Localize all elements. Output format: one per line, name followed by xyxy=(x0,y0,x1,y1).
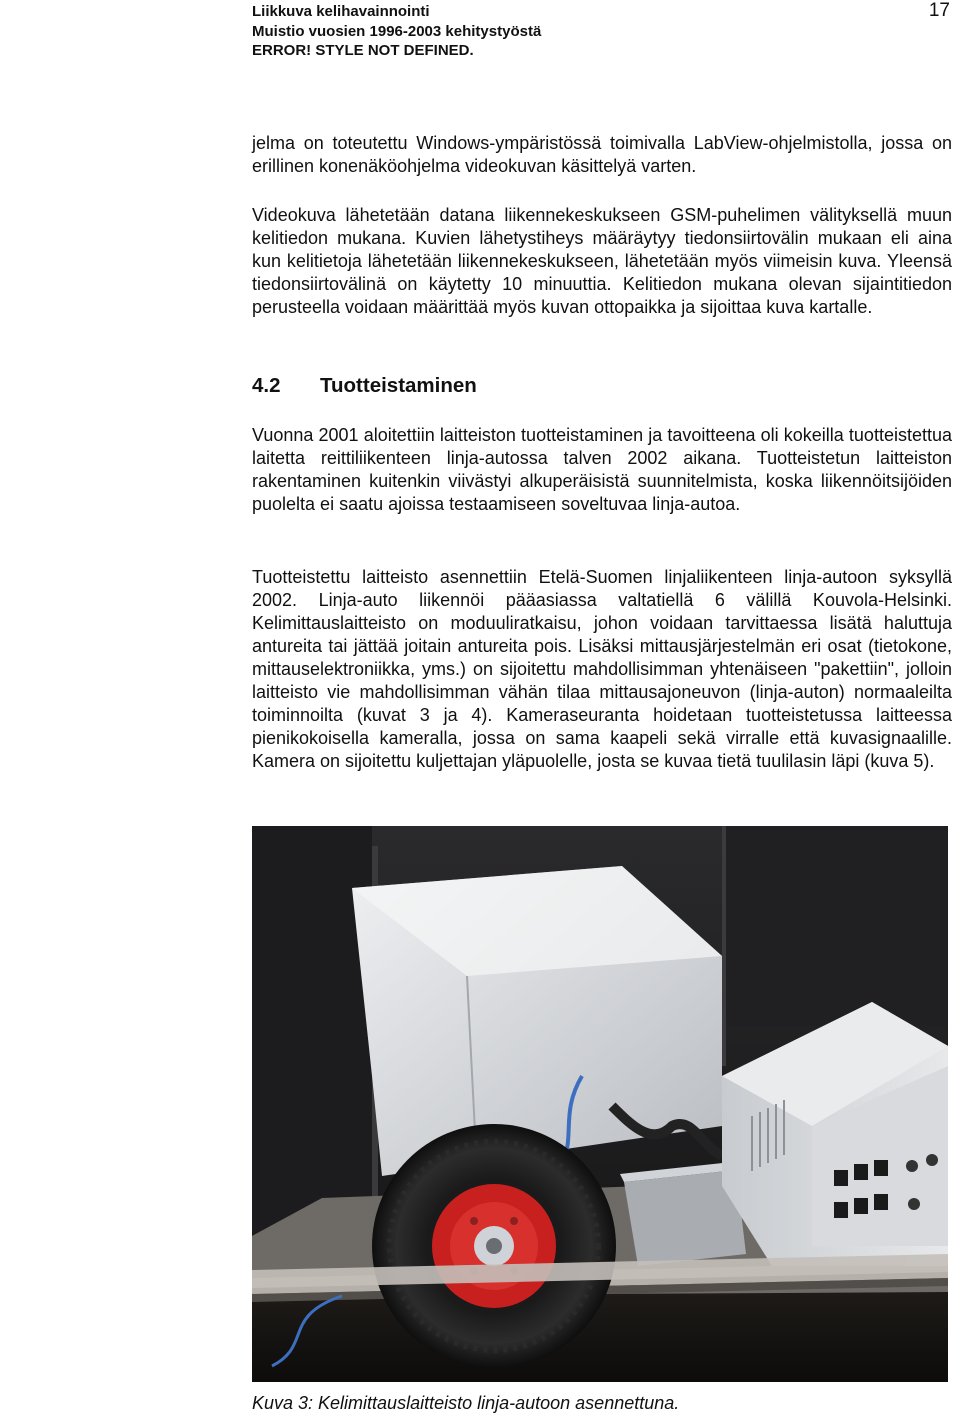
running-header xyxy=(252,2,952,61)
equipment-photo xyxy=(252,826,948,1382)
paragraph-4-block xyxy=(252,566,952,773)
header-title: Liikkuva kelihavainnointi xyxy=(252,3,430,20)
paragraph-4: Tuotteistettu laitteisto asennettiin Etelä-Suomen linjaliikenteen linja-autoon syksyllä 2002. Linja-auto liikennöi pääasiassa valtatiellä 6 välillä Kouvola-Helsinki. Kelimittauslaitteisto on moduuliratkaisu, johon voidaan tarvittaessa lisätä haluttuja antureita tai jättää joitain antureita pois. Lisäksi mittausjärjestelmän eri osat (tietokone, mittauselektroniikka, yms.) on sijoitettu mahdollisimman yhtenäiseen "pakettiin", jolloin laitteisto vie mahdollisimman vähän tilaa mittausajoneuvon (linja-auton) normaaleilta toiminnoilta (kuvat 3 ja 4). Kameraseuranta hoidetaan tuotteistetussa laitteessa pienikokoisella kameralla, jossa on sama kaapeli sekä virralle että kuvasignaalille. Kamera on sijoitettu kuljettajan yläpuolelle, josta se kuvaa tietä tuulilasin läpi (kuva 5). xyxy=(252,567,952,771)
section-number: 4.2 xyxy=(252,374,281,397)
figure-caption: Kuva 3: Kelimittauslaitteisto linja-autoon asennettuna. xyxy=(252,1393,680,1413)
wheel xyxy=(372,1124,616,1368)
paragraph-3-block xyxy=(252,424,952,516)
paragraph-2: Videokuva lähetetään datana liikennekeskukseen GSM-puhelimen välityksellä muun kelitiedon mukana. Kuvien lähetystiheys määräytyy tiedonsiirtovälin mukaan eli aina kun kelitietoja lähetetään liikennekeskukseen, lähetetään myös viimeisin kuva. Yleensä tiedonsiirtovälinä on käytetty 10 minuuttia. Kelitiedon mukana olevan sijaintitiedon perusteella voidaan määrittää myös kuvan ottopaikka ja sijoittaa kuva kartalle. xyxy=(252,205,952,317)
paragraph-1-block xyxy=(252,132,952,178)
page-number: 17 xyxy=(928,0,950,21)
paragraph-3: Vuonna 2001 aloitettiin laitteiston tuotteistaminen ja tavoitteena oli kokeilla tuotteistettua laitetta reittiliikenteen linja-autossa talven 2002 aikana. Tuotteistetun laitteiston rakentaminen kuitenkin viivästyi alkuperäisistä suunnitelmista, koska liikennöitsijöiden puolelta ei saatu ajoissa testaamiseen soveltuvaa linja-autoa. xyxy=(252,425,952,514)
wall-edge xyxy=(722,826,726,1066)
right-wall-panel xyxy=(722,826,948,1026)
section-title: Tuotteistaminen xyxy=(320,374,477,397)
header-style-error: ERROR! STYLE NOT DEFINED. xyxy=(252,42,474,59)
paragraph-1: jelma on toteutettu Windows-ympäristössä toimivalla LabView-ohjelmistolla, jossa on erillinen konenäköohjelma videokuvan käsittelyä varten. xyxy=(252,133,952,176)
paragraph-2-block xyxy=(252,204,952,319)
section-heading xyxy=(252,374,477,398)
equipment-photo-illustration xyxy=(252,826,948,1382)
header-subtitle: Muistio vuosien 1996-2003 kehitystyöstä xyxy=(252,22,542,40)
